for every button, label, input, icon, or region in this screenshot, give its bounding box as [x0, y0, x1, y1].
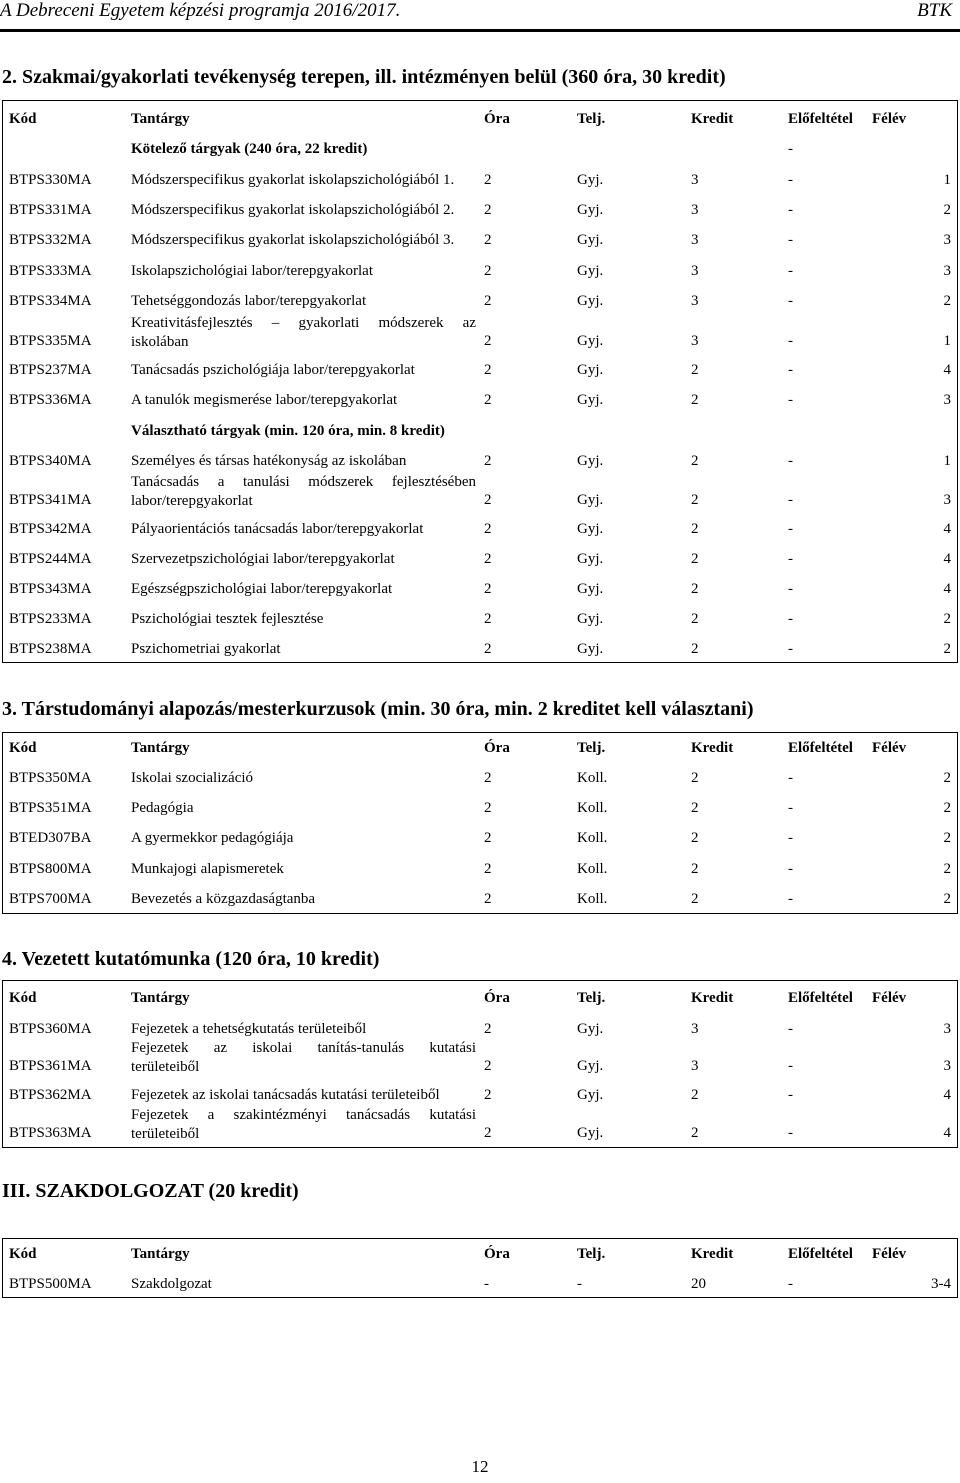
course-name: Egészségpszichológiai labor/terepgyakorlat — [131, 581, 393, 597]
course-prerequisite: - — [788, 172, 793, 188]
course-assessment: Gyj. — [577, 551, 604, 567]
course-assessment: Koll. — [577, 800, 608, 816]
course-credit: 3 — [691, 1058, 699, 1074]
course-name — [131, 473, 476, 511]
course-hours: 2 — [484, 293, 492, 309]
course-assessment: Gyj. — [577, 172, 604, 188]
course-name-line-2: iskolában — [131, 334, 189, 350]
column-header-ora: Óra — [484, 990, 510, 1006]
course-assessment: Gyj. — [577, 581, 604, 597]
course-credit: 2 — [691, 830, 699, 846]
course-semester: 3 — [943, 232, 951, 248]
course-name — [131, 314, 476, 352]
course-semester: 4 — [943, 521, 951, 537]
course-code: BTPS800MA — [9, 861, 92, 877]
course-semester: 3 — [943, 492, 951, 508]
course-prerequisite: - — [788, 770, 793, 786]
course-code: BTPS332MA — [9, 232, 92, 248]
column-header-tantargy: Tantárgy — [131, 1246, 190, 1262]
section-4-title: 4. Vezetett kutatómunka (120 óra, 10 kredit) — [2, 948, 380, 970]
course-credit: 3 — [691, 202, 699, 218]
course-name: Módszerspecifikus gyakorlat iskolapszichológiából 1. — [131, 172, 455, 188]
course-semester: 2 — [943, 641, 951, 657]
course-code: BTPS330MA — [9, 172, 92, 188]
faculty-label: BTK — [917, 0, 952, 21]
course-hours: 2 — [484, 800, 492, 816]
course-hours: 2 — [484, 611, 492, 627]
course-semester: 4 — [943, 1087, 951, 1103]
course-name-line-2: területeiből — [131, 1126, 200, 1142]
course-semester: 2 — [943, 770, 951, 786]
course-code: BTPS700MA — [9, 891, 92, 907]
course-semester: 1 — [943, 333, 951, 349]
course-assessment: Gyj. — [577, 521, 604, 537]
course-credit: 2 — [691, 770, 699, 786]
course-prerequisite: - — [788, 891, 793, 907]
column-header-telj: Telj. — [577, 111, 606, 127]
course-semester: 2 — [943, 861, 951, 877]
course-code: BTPS233MA — [9, 611, 92, 627]
course-credit: 2 — [691, 492, 699, 508]
course-assessment: Koll. — [577, 770, 608, 786]
course-credit: 3 — [691, 232, 699, 248]
course-assessment: Gyj. — [577, 453, 604, 469]
course-assessment: Gyj. — [577, 232, 604, 248]
course-credit: 2 — [691, 800, 699, 816]
column-header-elofeltetel: Előfeltétel — [788, 1246, 853, 1262]
column-header-tantargy: Tantárgy — [131, 111, 190, 127]
course-code: BTPS350MA — [9, 770, 92, 786]
course-hours: 2 — [484, 521, 492, 537]
course-semester: 3 — [943, 1058, 951, 1074]
course-assessment: Koll. — [577, 830, 608, 846]
course-prerequisite: - — [788, 1021, 793, 1037]
course-name-line-1: Kreativitásfejlesztés – gyakorlati módszerek az — [131, 315, 476, 331]
course-code: BTPS244MA — [9, 551, 92, 567]
course-assessment: Gyj. — [577, 1021, 604, 1037]
course-code: BTPS335MA — [9, 333, 92, 349]
course-credit: 2 — [691, 891, 699, 907]
course-credit: 2 — [691, 581, 699, 597]
course-semester: 2 — [943, 891, 951, 907]
course-hours: 2 — [484, 551, 492, 567]
course-code: BTPS351MA — [9, 800, 92, 816]
group-prerequisite: - — [788, 141, 793, 157]
section-5-title: III. SZAKDOLGOZAT (20 kredit) — [2, 1180, 299, 1202]
document-title: A Debreceni Egyetem képzési programja 2016/2017. — [0, 0, 401, 21]
course-hours: 2 — [484, 1021, 492, 1037]
section-2-table — [2, 100, 958, 663]
course-hours: 2 — [484, 641, 492, 657]
course-code: BTPS361MA — [9, 1058, 92, 1074]
course-hours: 2 — [484, 392, 492, 408]
column-header-telj: Telj. — [577, 990, 606, 1006]
course-prerequisite: - — [788, 492, 793, 508]
course-semester: 3 — [943, 263, 951, 279]
group-label: Kötelező tárgyak (240 óra, 22 kredit) — [131, 141, 368, 157]
course-name: Fejezetek az iskolai tanácsadás kutatási területeiből — [131, 1087, 440, 1103]
column-header-tantargy: Tantárgy — [131, 740, 190, 756]
course-credit: 2 — [691, 453, 699, 469]
course-assessment: Gyj. — [577, 1087, 604, 1103]
column-header-kredit: Kredit — [691, 990, 734, 1006]
column-header-telj: Telj. — [577, 740, 606, 756]
column-header-felev: Félév — [872, 990, 907, 1006]
column-header-kredit: Kredit — [691, 111, 734, 127]
course-prerequisite: - — [788, 263, 793, 279]
course-code: BTPS333MA — [9, 263, 92, 279]
course-name: Tehetséggondozás labor/terepgyakorlat — [131, 293, 367, 309]
course-assessment: Gyj. — [577, 611, 604, 627]
course-hours: 2 — [484, 492, 492, 508]
course-name: Iskolai szocializáció — [131, 770, 254, 786]
group-label: Választható tárgyak (min. 120 óra, min. 8 kredit) — [131, 423, 445, 439]
course-assessment: Koll. — [577, 891, 608, 907]
course-code: BTPS500MA — [9, 1276, 92, 1292]
course-credit: 2 — [691, 1125, 699, 1141]
page-number: 12 — [471, 1457, 489, 1476]
course-credit: 3 — [691, 263, 699, 279]
section-3-title: 3. Társtudományi alapozás/mesterkurzusok (min. 30 óra, min. 2 kreditet kell választani) — [2, 698, 754, 720]
course-prerequisite: - — [788, 1087, 793, 1103]
page-header — [0, 0, 960, 24]
course-semester: 3 — [943, 1021, 951, 1037]
course-hours: 2 — [484, 891, 492, 907]
course-credit: 3 — [691, 1021, 699, 1037]
course-code: BTPS336MA — [9, 392, 92, 408]
course-assessment: Gyj. — [577, 333, 604, 349]
course-prerequisite: - — [788, 293, 793, 309]
column-header-ora: Óra — [484, 740, 510, 756]
course-name: A gyermekkor pedagógiája — [131, 830, 294, 846]
course-name: Tanácsadás pszichológiája labor/terepgyakorlat — [131, 362, 415, 378]
course-prerequisite: - — [788, 581, 793, 597]
course-name: Pedagógia — [131, 800, 194, 816]
course-prerequisite: - — [788, 641, 793, 657]
course-code: BTED307BA — [9, 830, 92, 846]
course-semester: 2 — [943, 202, 951, 218]
course-hours: 2 — [484, 1125, 492, 1141]
course-credit: 2 — [691, 362, 699, 378]
course-hours: 2 — [484, 232, 492, 248]
column-header-felev: Félév — [872, 740, 907, 756]
course-name: Személyes és társas hatékonyság az iskolában — [131, 453, 407, 469]
course-hours: 2 — [484, 1087, 492, 1103]
course-name: Bevezetés a közgazdaságtanba — [131, 891, 316, 907]
course-semester: 2 — [943, 293, 951, 309]
course-name: Szervezetpszichológiai labor/terepgyakorlat — [131, 551, 395, 567]
course-assessment: - — [577, 1276, 582, 1292]
course-prerequisite: - — [788, 521, 793, 537]
course-semester: 4 — [943, 551, 951, 567]
course-name — [131, 1106, 476, 1144]
course-name-line-2: labor/terepgyakorlat — [131, 493, 253, 509]
course-hours: - — [484, 1276, 489, 1292]
course-semester: 2 — [943, 800, 951, 816]
course-hours: 2 — [484, 453, 492, 469]
column-header-kod: Kód — [9, 990, 37, 1006]
course-assessment: Gyj. — [577, 392, 604, 408]
course-credit: 3 — [691, 172, 699, 188]
course-name: Pszichológiai tesztek fejlesztése — [131, 611, 324, 627]
course-credit: 20 — [691, 1276, 706, 1292]
column-header-kredit: Kredit — [691, 1246, 734, 1262]
course-prerequisite: - — [788, 611, 793, 627]
column-header-kod: Kód — [9, 111, 37, 127]
course-semester: 4 — [943, 362, 951, 378]
column-header-felev: Félév — [872, 1246, 907, 1262]
column-header-elofeltetel: Előfeltétel — [788, 990, 853, 1006]
course-semester: 2 — [943, 611, 951, 627]
course-name: Pszichometriai gyakorlat — [131, 641, 281, 657]
course-semester: 3 — [943, 392, 951, 408]
course-credit: 2 — [691, 551, 699, 567]
course-assessment: Gyj. — [577, 202, 604, 218]
course-hours: 2 — [484, 333, 492, 349]
header-rule — [0, 29, 960, 32]
column-header-ora: Óra — [484, 1246, 510, 1262]
course-prerequisite: - — [788, 202, 793, 218]
column-header-tantargy: Tantárgy — [131, 990, 190, 1006]
course-hours: 2 — [484, 172, 492, 188]
course-code: BTPS362MA — [9, 1087, 92, 1103]
course-name-line-1: Tanácsadás a tanulási módszerek fejlesztésében — [131, 474, 476, 490]
course-credit: 3 — [691, 293, 699, 309]
course-name: Munkajogi alapismeretek — [131, 861, 284, 877]
course-semester: 4 — [943, 581, 951, 597]
course-name-line-1: Fejezetek a szakintézményi tanácsadás kutatási — [131, 1107, 476, 1123]
course-prerequisite: - — [788, 453, 793, 469]
course-prerequisite: - — [788, 800, 793, 816]
course-assessment: Gyj. — [577, 1058, 604, 1074]
course-prerequisite: - — [788, 232, 793, 248]
course-name — [131, 1039, 476, 1077]
course-hours: 2 — [484, 830, 492, 846]
column-header-kod: Kód — [9, 740, 37, 756]
course-prerequisite: - — [788, 1058, 793, 1074]
course-name: Módszerspecifikus gyakorlat iskolapszichológiából 2. — [131, 202, 455, 218]
course-code: BTPS237MA — [9, 362, 92, 378]
course-hours: 2 — [484, 263, 492, 279]
column-header-kredit: Kredit — [691, 740, 734, 756]
course-assessment: Gyj. — [577, 293, 604, 309]
column-header-felev: Félév — [872, 111, 907, 127]
course-credit: 2 — [691, 392, 699, 408]
course-name: A tanulók megismerése labor/terepgyakorlat — [131, 392, 398, 408]
course-name-line-2: területeiből — [131, 1059, 200, 1075]
course-hours: 2 — [484, 581, 492, 597]
course-code: BTPS341MA — [9, 492, 92, 508]
column-header-ora: Óra — [484, 111, 510, 127]
course-semester: 1 — [943, 453, 951, 469]
section-3-table — [2, 732, 958, 914]
course-prerequisite: - — [788, 333, 793, 349]
section-5-table — [2, 1238, 958, 1298]
course-hours: 2 — [484, 770, 492, 786]
course-code: BTPS334MA — [9, 293, 92, 309]
course-code: BTPS342MA — [9, 521, 92, 537]
course-credit: 2 — [691, 1087, 699, 1103]
course-prerequisite: - — [788, 362, 793, 378]
course-hours: 2 — [484, 362, 492, 378]
course-semester: 4 — [943, 1125, 951, 1141]
course-prerequisite: - — [788, 392, 793, 408]
column-header-elofeltetel: Előfeltétel — [788, 740, 853, 756]
course-code: BTPS343MA — [9, 581, 92, 597]
course-prerequisite: - — [788, 1125, 793, 1141]
course-semester: 3-4 — [931, 1276, 951, 1292]
column-header-kod: Kód — [9, 1246, 37, 1262]
course-semester: 1 — [943, 172, 951, 188]
course-assessment: Gyj. — [577, 492, 604, 508]
course-credit: 2 — [691, 611, 699, 627]
course-credit: 2 — [691, 861, 699, 877]
course-semester: 2 — [943, 830, 951, 846]
course-code: BTPS238MA — [9, 641, 92, 657]
course-name: Módszerspecifikus gyakorlat iskolapszichológiából 3. — [131, 232, 455, 248]
course-code: BTPS331MA — [9, 202, 92, 218]
course-name: Fejezetek a tehetségkutatás területeiből — [131, 1021, 367, 1037]
column-header-elofeltetel: Előfeltétel — [788, 111, 853, 127]
course-assessment: Gyj. — [577, 1125, 604, 1141]
course-assessment: Gyj. — [577, 362, 604, 378]
course-hours: 2 — [484, 202, 492, 218]
course-assessment: Gyj. — [577, 641, 604, 657]
course-prerequisite: - — [788, 861, 793, 877]
course-code: BTPS360MA — [9, 1021, 92, 1037]
course-name: Szakdolgozat — [131, 1276, 212, 1292]
course-code: BTPS340MA — [9, 453, 92, 469]
course-assessment: Koll. — [577, 861, 608, 877]
course-name: Iskolapszichológiai labor/terepgyakorlat — [131, 263, 373, 279]
column-header-telj: Telj. — [577, 1246, 606, 1262]
course-credit: 2 — [691, 521, 699, 537]
course-prerequisite: - — [788, 551, 793, 567]
section-4-table — [2, 980, 958, 1148]
course-prerequisite: - — [788, 830, 793, 846]
course-prerequisite: - — [788, 1276, 793, 1292]
course-credit: 3 — [691, 333, 699, 349]
section-2-title: 2. Szakmai/gyakorlati tevékenység terepen, ill. intézményen belül (360 óra, 30 kredit) — [2, 66, 726, 88]
course-name-line-1: Fejezetek az iskolai tanítás-tanulás kutatási — [131, 1040, 476, 1056]
course-hours: 2 — [484, 1058, 492, 1074]
course-credit: 2 — [691, 641, 699, 657]
course-assessment: Gyj. — [577, 263, 604, 279]
course-name: Pályaorientációs tanácsadás labor/terepgyakorlat — [131, 521, 424, 537]
course-code: BTPS363MA — [9, 1125, 92, 1141]
course-hours: 2 — [484, 861, 492, 877]
